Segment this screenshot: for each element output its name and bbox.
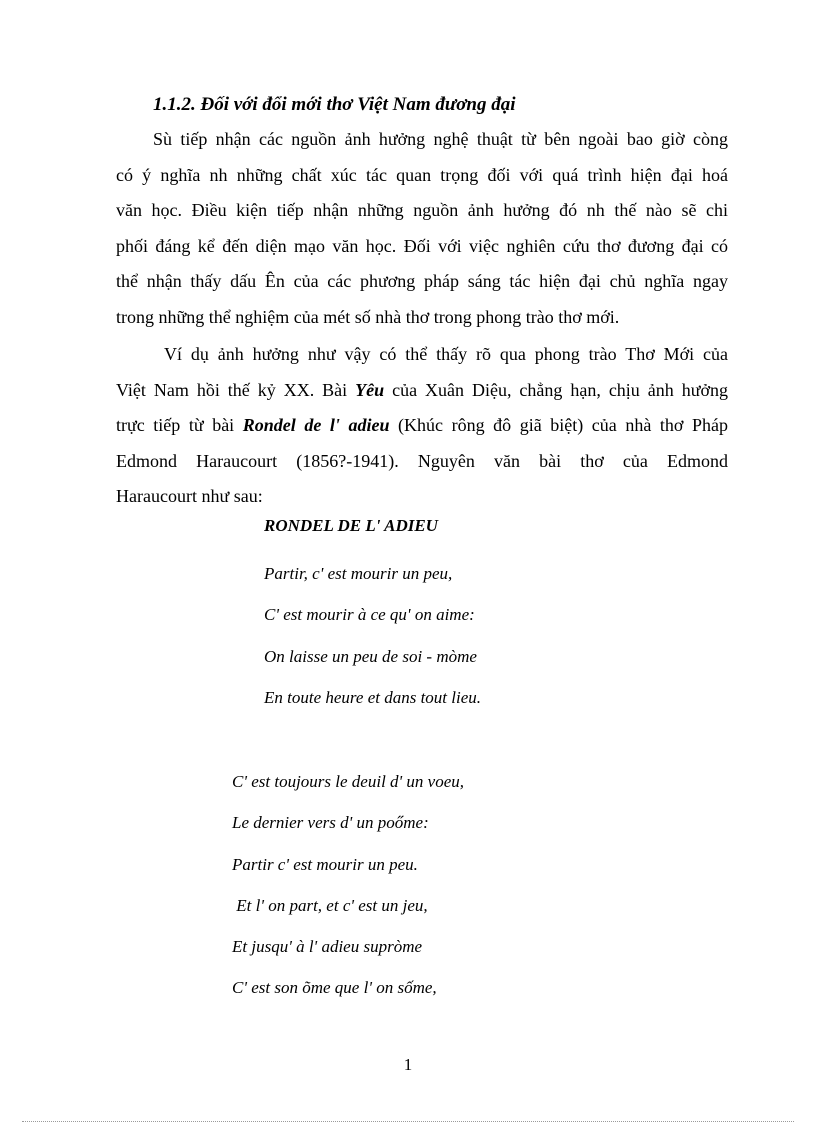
poem-title: RONDEL DE L' ADIEU bbox=[264, 516, 438, 535]
poem-line: En toute heure et dans tout lieu. bbox=[264, 687, 482, 707]
paragraph-2-text: (Khúc rông đô giã biệt) của nhà thơ Pháp bbox=[389, 415, 728, 435]
poem-reference-yeu: Yêu bbox=[355, 379, 385, 400]
paragraph-1-line: có ý nghĩa nh những chất xúc tác quan trọng đối với quá trình hiện đại hoá bbox=[116, 164, 728, 185]
paragraph-1-line: Sù tiếp nhận các nguồn ảnh hưởng nghệ thuật từ bên ngoài bao giờ còng bbox=[153, 129, 728, 149]
paragraph-1 bbox=[116, 122, 728, 335]
paragraph-1-line: phối đáng kể đến diện mạo văn học. Đối với việc nghiên cứu thơ đương đại có bbox=[116, 235, 728, 256]
page-number: 1 bbox=[403, 1055, 413, 1074]
poem-line: Partir, c' est mourir un peu, bbox=[264, 564, 453, 583]
paragraph-2-line bbox=[116, 373, 728, 409]
paragraph-2-line bbox=[116, 408, 728, 444]
paragraph-1-line: văn học. Điều kiện tiếp nhận những nguồn ảnh hưởng đó nh thế nào sẽ chi bbox=[116, 200, 728, 220]
paragraph-2-line: Haraucourt như sau: bbox=[116, 486, 263, 506]
paragraph-2-text: Việt Nam hồi thế kỷ XX. Bài bbox=[116, 379, 356, 400]
section-heading: 1.1.2. Đối với đổi mới thơ Việt Nam đương đại bbox=[153, 94, 516, 115]
poem-line: Partir c' est mourir un peu. bbox=[232, 854, 418, 874]
poem-line: On laisse un peu de soi - mòme bbox=[264, 646, 477, 666]
paragraph-2-text: trực tiếp từ bài bbox=[116, 415, 243, 435]
paragraph-2 bbox=[116, 337, 728, 515]
poem-stanza-2 bbox=[232, 761, 464, 1009]
poem-line: C' est son õme que l' on sốme, bbox=[232, 978, 437, 998]
page-bottom-divider bbox=[22, 1121, 794, 1122]
paragraph-1-line: thể nhận thấy dấu Ên của các phương pháp sáng tác hiện đại chủ nghĩa ngay bbox=[116, 271, 728, 291]
poem-line: C' est mourir à ce qu' on aime: bbox=[264, 605, 475, 625]
poem-reference-rondel: Rondel de l' adieu bbox=[242, 415, 390, 435]
poem-line: Le dernier vers d' un poőme: bbox=[232, 813, 429, 833]
poem-line: Et jusqu' à l' adieu supròme bbox=[232, 937, 423, 957]
poem-line: C' est toujours le deuil d' un voeu, bbox=[232, 772, 465, 791]
paragraph-2-line: Edmond Haraucourt (1856?-1941). Nguyên văn bài thơ của Edmond bbox=[116, 450, 728, 471]
paragraph-1-line: trong những thể nghiệm của mét số nhà thơ trong phong trào thơ mới. bbox=[116, 306, 620, 327]
paragraph-2-line: Ví dụ ảnh hưởng như vậy có thể thấy rõ qua phong trào Thơ Mới của bbox=[164, 344, 728, 364]
poem-line: Et l' on part, et c' est un jeu, bbox=[232, 895, 428, 915]
poem-stanza-1 bbox=[264, 553, 481, 718]
paragraph-2-text: của Xuân Diệu, chẳng hạn, chịu ảnh hưởng bbox=[384, 379, 728, 400]
